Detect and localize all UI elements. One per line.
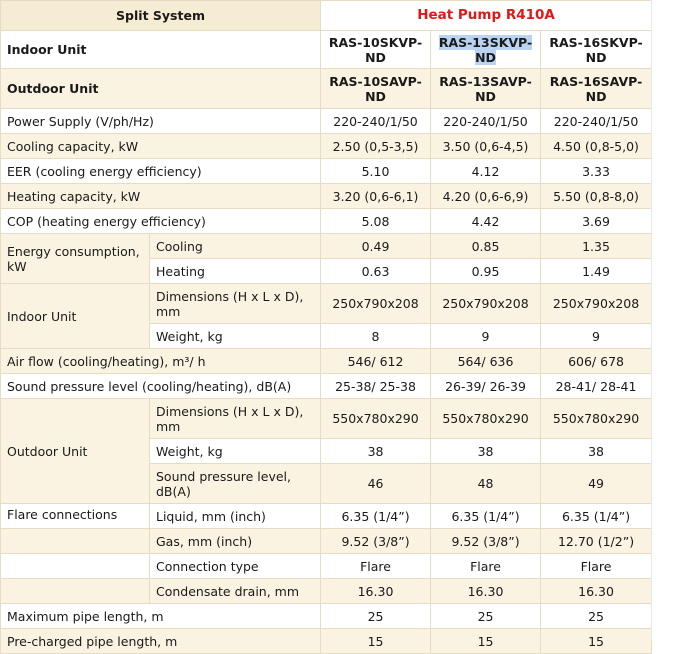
- indoor-model-16: RAS-16SKVP- ND: [541, 31, 652, 69]
- outdoor-unit-label: Outdoor Unit: [1, 399, 150, 504]
- cell-value: 606/ 678: [541, 349, 652, 374]
- row-label: COP (heating energy efficiency): [1, 209, 321, 234]
- cell-value: 1.49: [541, 259, 652, 284]
- cell-value: 15: [321, 629, 431, 654]
- outdoor-dimensions-row: [1, 399, 652, 439]
- sub-label: Dimensions (H x L x D), mm: [150, 284, 321, 324]
- cell-value: 2.50 (0,5-3,5): [321, 134, 431, 159]
- energy-consumption-label: Energy consumption, kW: [1, 234, 150, 284]
- empty-cell: [1, 554, 150, 579]
- cell-value: 4.12: [431, 159, 541, 184]
- cell-value: 38: [321, 439, 431, 464]
- outdoor-model-13: RAS-13SAVP- ND: [431, 69, 541, 109]
- sub-label: Cooling: [150, 234, 321, 259]
- cell-value: 3.50 (0,6-4,5): [431, 134, 541, 159]
- indoor-model-label: Indoor Unit: [1, 31, 321, 69]
- cell-value: 220-240/1/50: [541, 109, 652, 134]
- sub-label: Liquid, mm (inch): [150, 504, 321, 529]
- row-label: Pre-charged pipe length, m: [1, 629, 321, 654]
- row-label: Maximum pipe length, m: [1, 604, 321, 629]
- indoor-model-13: RAS-13SKVP- ND: [431, 31, 541, 69]
- flare-connections-label: Flare connections: [1, 504, 150, 529]
- table-title: Split System: [1, 1, 321, 31]
- cooling-capacity-row: [1, 134, 652, 159]
- connection-type-row: [1, 554, 652, 579]
- cell-value: 9.52 (3/8”): [321, 529, 431, 554]
- cell-value: 25: [321, 604, 431, 629]
- heating-capacity-row: [1, 184, 652, 209]
- outdoor-model-16: RAS-16SAVP- ND: [541, 69, 652, 109]
- sub-label: Dimensions (H x L x D), mm: [150, 399, 321, 439]
- cell-value: 4.20 (0,6-6,9): [431, 184, 541, 209]
- cell-value: 28-41/ 28-41: [541, 374, 652, 399]
- cell-value: 15: [431, 629, 541, 654]
- cell-value: 3.69: [541, 209, 652, 234]
- cell-value: 12.70 (1/2”): [541, 529, 652, 554]
- cell-value: 16.30: [431, 579, 541, 604]
- cell-value: 250x790x208: [321, 284, 431, 324]
- cell-value: 0.49: [321, 234, 431, 259]
- cell-value: Flare: [321, 554, 431, 579]
- cell-value: 25: [431, 604, 541, 629]
- cell-value: 6.35 (1/4”): [541, 504, 652, 529]
- header-row: [1, 1, 652, 31]
- cell-value: 0.95: [431, 259, 541, 284]
- row-label: Cooling capacity, kW: [1, 134, 321, 159]
- outdoor-model-10: RAS-10SAVP- ND: [321, 69, 431, 109]
- indoor-dimensions-row: [1, 284, 652, 324]
- empty-cell: [1, 579, 150, 604]
- cell-value: 564/ 636: [431, 349, 541, 374]
- indoor-unit-label: Indoor Unit: [1, 284, 150, 349]
- power-supply-row: [1, 109, 652, 134]
- row-label: EER (cooling energy efficiency): [1, 159, 321, 184]
- cell-value: 16.30: [541, 579, 652, 604]
- cell-value: 3.20 (0,6-6,1): [321, 184, 431, 209]
- flare-liquid-row: [1, 504, 652, 529]
- cell-value: 25: [541, 604, 652, 629]
- cell-value: 550x780x290: [541, 399, 652, 439]
- indoor-model-10: RAS-10SKVP- ND: [321, 31, 431, 69]
- cell-value: 0.63: [321, 259, 431, 284]
- sub-label: Weight, kg: [150, 324, 321, 349]
- empty-cell: [1, 529, 150, 554]
- cell-value: 550x780x290: [321, 399, 431, 439]
- cell-value: 9.52 (3/8”): [431, 529, 541, 554]
- row-label: Heating capacity, kW: [1, 184, 321, 209]
- condensate-drain-row: [1, 579, 652, 604]
- row-label: Air flow (cooling/heating), m³/ h: [1, 349, 321, 374]
- row-label: Power Supply (V/ph/Hz): [1, 109, 321, 134]
- cell-value: 550x780x290: [431, 399, 541, 439]
- cell-value: 9: [431, 324, 541, 349]
- outdoor-model-label: Outdoor Unit: [1, 69, 321, 109]
- sub-label: Weight, kg: [150, 439, 321, 464]
- cell-value: 5.50 (0,8-8,0): [541, 184, 652, 209]
- air-flow-row: [1, 349, 652, 374]
- cell-value: 6.35 (1/4”): [321, 504, 431, 529]
- cell-value: 220-240/1/50: [321, 109, 431, 134]
- cell-value: 0.85: [431, 234, 541, 259]
- outdoor-model-row: [1, 69, 652, 109]
- cell-value: 250x790x208: [431, 284, 541, 324]
- cell-value: 250x790x208: [541, 284, 652, 324]
- cell-value: 6.35 (1/4”): [431, 504, 541, 529]
- cell-value: 220-240/1/50: [431, 109, 541, 134]
- sub-label: Sound pressure level, dB(A): [150, 464, 321, 504]
- cell-value: 26-39/ 26-39: [431, 374, 541, 399]
- cell-value: 546/ 612: [321, 349, 431, 374]
- cell-value: 25-38/ 25-38: [321, 374, 431, 399]
- cell-value: 9: [541, 324, 652, 349]
- sub-label: Heating: [150, 259, 321, 284]
- cell-value: 4.50 (0,8-5,0): [541, 134, 652, 159]
- precharged-pipe-row: [1, 629, 652, 654]
- cell-value: 3.33: [541, 159, 652, 184]
- cell-value: 48: [431, 464, 541, 504]
- cell-value: 1.35: [541, 234, 652, 259]
- cell-value: Flare: [541, 554, 652, 579]
- eer-row: [1, 159, 652, 184]
- row-label: Sound pressure level (cooling/heating), dB(A): [1, 374, 321, 399]
- page-scroll-area[interactable]: [651, 0, 681, 640]
- cell-value: 38: [431, 439, 541, 464]
- sound-pressure-row: [1, 374, 652, 399]
- sub-label: Connection type: [150, 554, 321, 579]
- cell-value: 16.30: [321, 579, 431, 604]
- sub-label: Gas, mm (inch): [150, 529, 321, 554]
- cell-value: 15: [541, 629, 652, 654]
- cell-value: 38: [541, 439, 652, 464]
- cell-value: Flare: [431, 554, 541, 579]
- cell-value: 8: [321, 324, 431, 349]
- cell-value: 5.10: [321, 159, 431, 184]
- cell-value: 49: [541, 464, 652, 504]
- selected-text: RAS-13SKVP-: [438, 34, 533, 50]
- cell-value: 46: [321, 464, 431, 504]
- max-pipe-length-row: [1, 604, 652, 629]
- heat-pump-title: Heat Pump R410A: [321, 1, 652, 31]
- sub-label: Condensate drain, mm: [150, 579, 321, 604]
- energy-cooling-row: [1, 234, 652, 259]
- cop-row: [1, 209, 652, 234]
- cell-value: 5.08: [321, 209, 431, 234]
- cell-value: 4.42: [431, 209, 541, 234]
- flare-gas-row: [1, 529, 652, 554]
- indoor-model-row: [1, 31, 652, 69]
